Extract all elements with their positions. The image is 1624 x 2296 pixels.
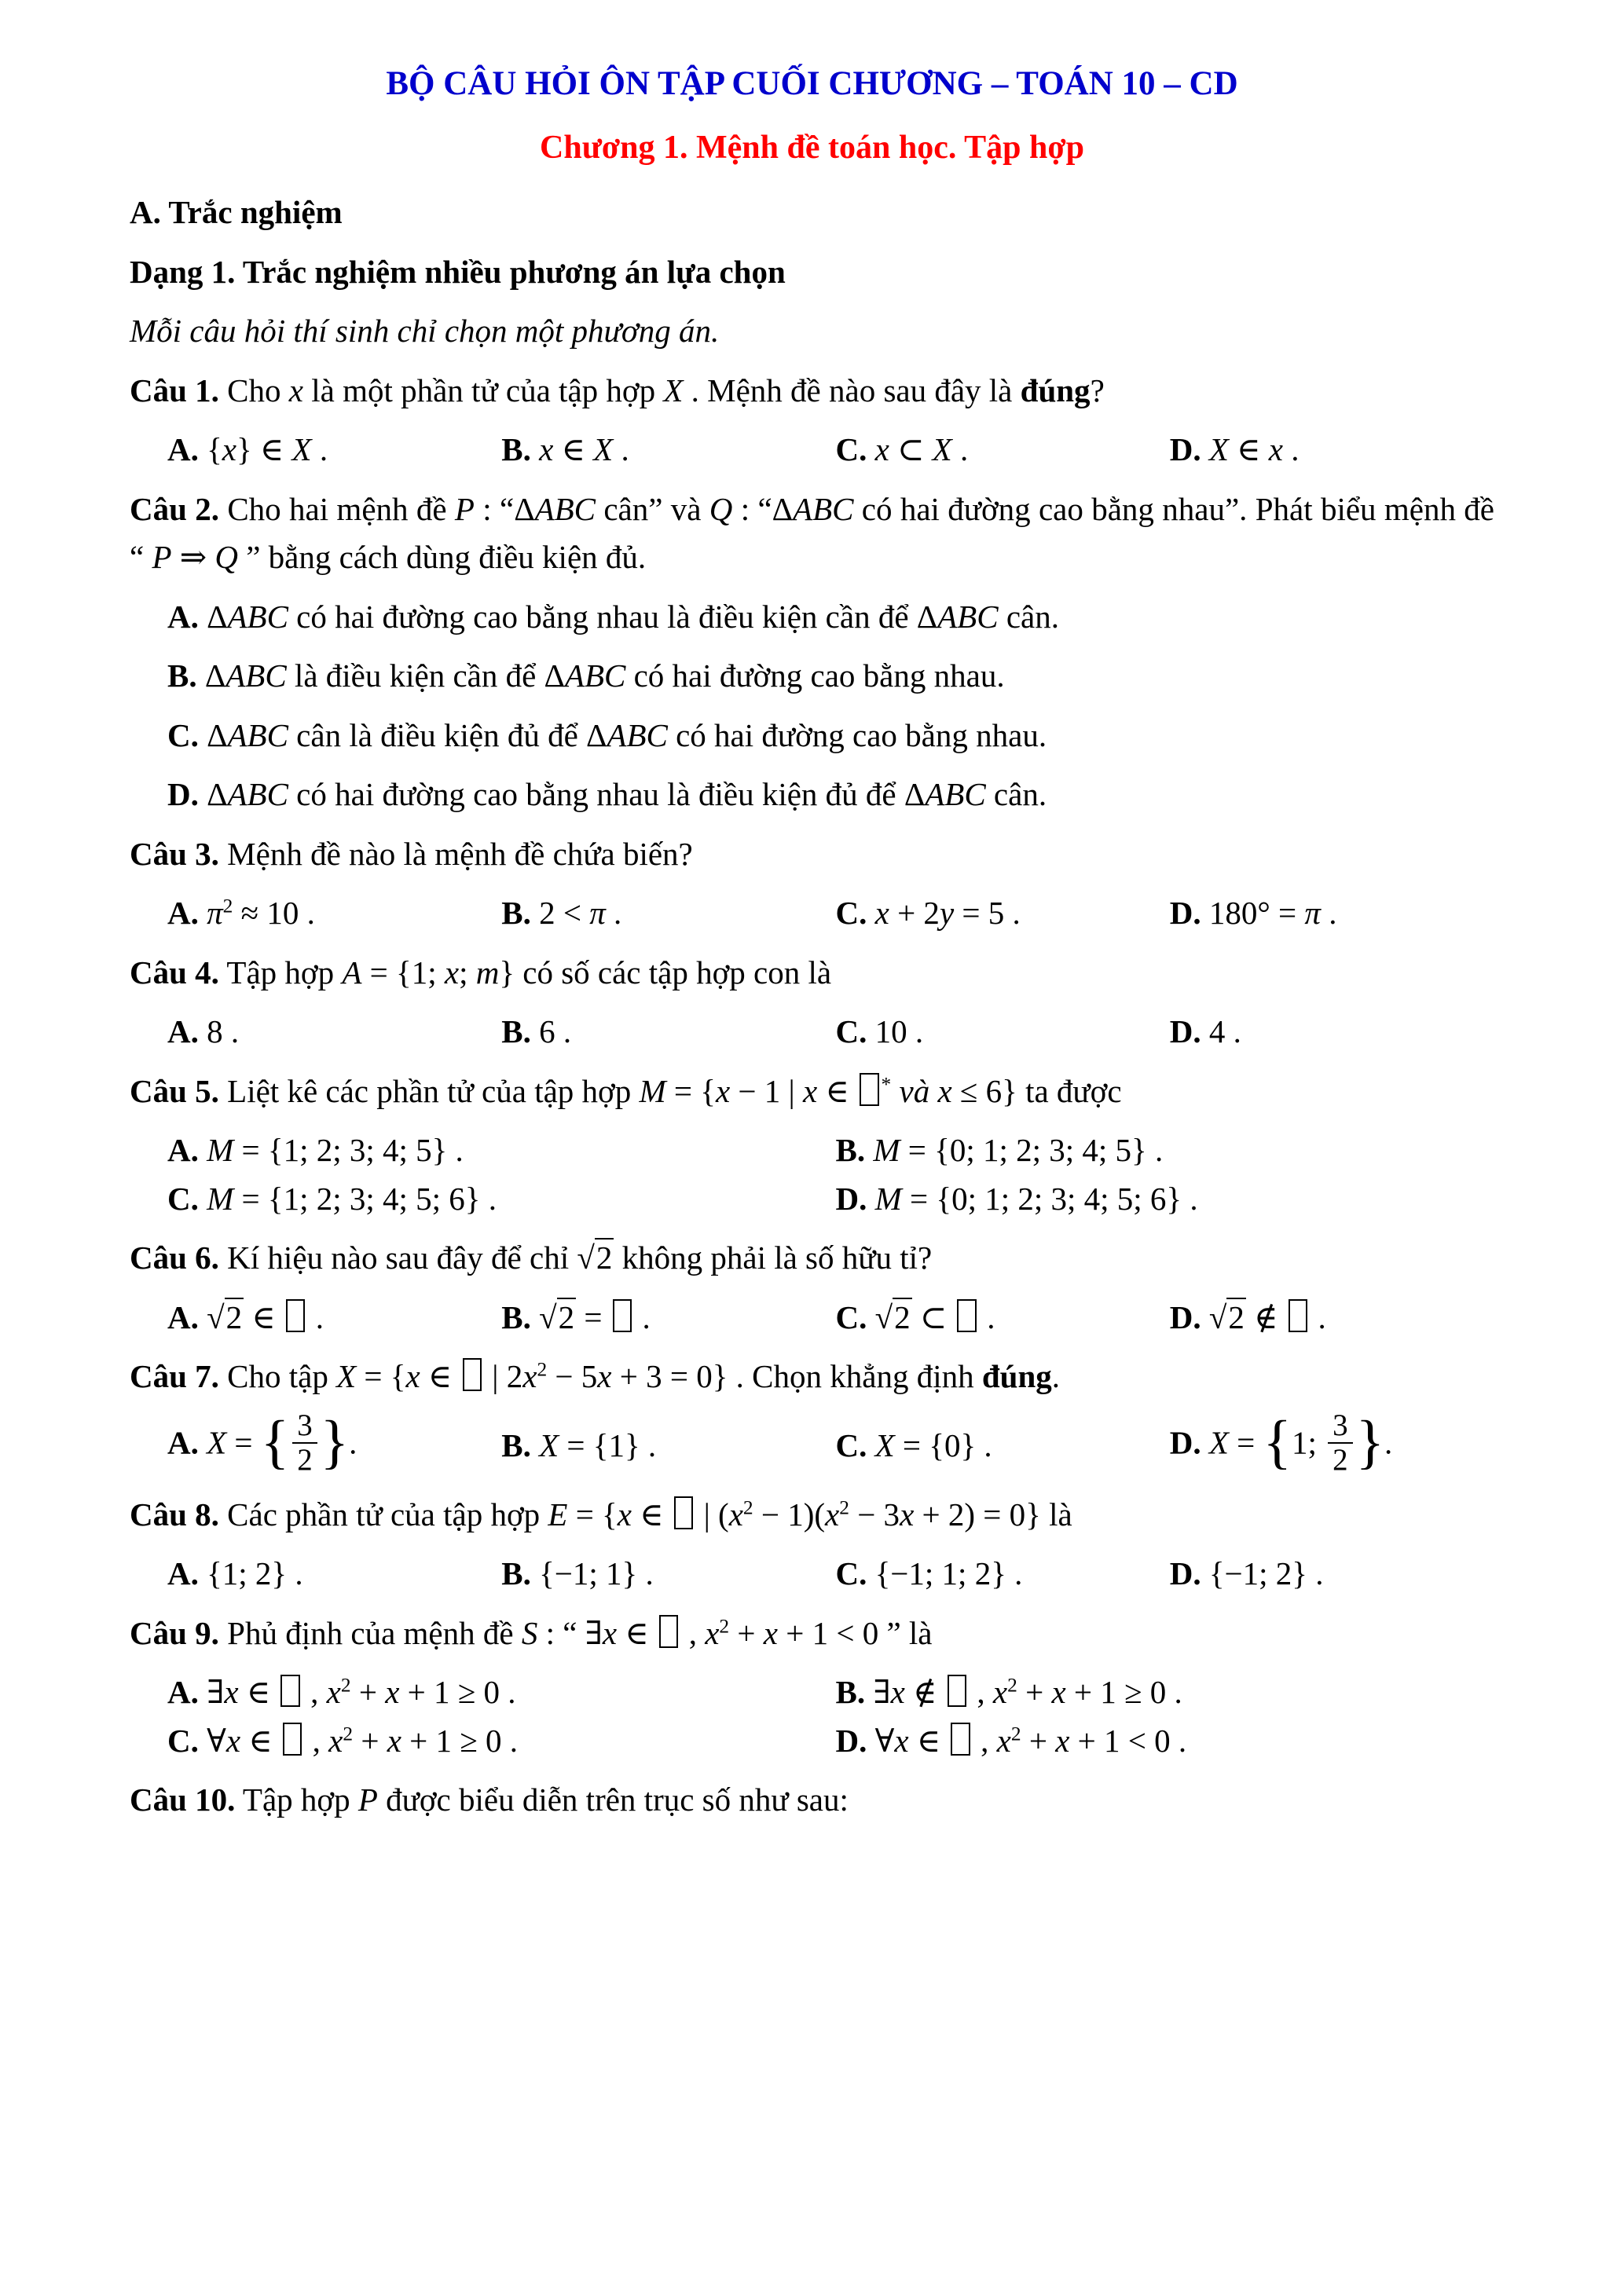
question-9-options <box>130 1668 1494 1765</box>
question-6-text: Câu 6. Kí hiệu nào sau đây để chỉ √2 không phải là số hữu tỉ? <box>130 1240 933 1276</box>
question-7-option-c: C. X = {0} . <box>835 1427 992 1464</box>
question-2-option-c: C. ΔABC cân là điều kiện đủ để ΔABC có hai đường cao bằng nhau. <box>167 716 1047 753</box>
question-6-option-b: B. √2 = . <box>501 1298 651 1335</box>
question-4-text: Câu 4. Tập hợp A = {1; x; m} có số các tập hợp con là <box>130 954 832 991</box>
question-8-option-b: B. {−1; 1} . <box>501 1555 654 1592</box>
question-7-options <box>130 1408 1494 1480</box>
question-5-option-c: C. M = {1; 2; 3; 4; 5; 6} . <box>167 1180 497 1217</box>
question-2-option-d: D. ΔABC có hai đường cao bằng nhau là điều kiện đủ để ΔABC cân. <box>167 776 1047 813</box>
question-1-text: Câu 1. Cho x là một phần tử của tập hợp X . Mệnh đề nào sau đây là đúng? <box>130 372 1105 408</box>
question-7-option-a: A. X = { $\frac{3}{2}$ }. <box>167 1408 357 1477</box>
question-5-options <box>130 1126 1494 1223</box>
question-5-option-a: A. M = {1; 2; 3; 4; 5} . <box>167 1132 464 1169</box>
questions-list <box>130 367 1494 1825</box>
question-8-option-c: C. {−1; 1; 2} . <box>835 1555 1023 1592</box>
question-7-option-d: D. X = {1; $\frac{3}{2}$ }. <box>1169 1408 1393 1477</box>
question-4-option-d: D. 4 . <box>1169 1013 1241 1050</box>
question-1-option-d: D. X ∈ x . <box>1169 431 1300 468</box>
question-6-options <box>130 1294 1494 1342</box>
document-title: BỘ CÂU HỎI ÔN TẬP CUỐI CHƯƠNG – TOÁN 10 – CD <box>386 65 1238 102</box>
question-2-option-b: B. ΔABC là điều kiện cần để ΔABC có hai đường cao bằng nhau. <box>167 657 1005 694</box>
question-8-text: Câu 8. Các phần tử của tập hợp E = {x ∈ | $(x^2 - 1)(x^2 - 3x + 2) = 0$} là <box>130 1496 1072 1532</box>
question-6-option-a: A. √2 ∈ . <box>167 1298 324 1335</box>
question-2-options <box>130 593 1494 819</box>
question-2-option-a: A. ΔABC có hai đường cao bằng nhau là điều kiện cần để ΔABC cân. <box>167 598 1059 635</box>
question-1-option-b: B. x ∈ X . <box>501 431 629 468</box>
question-5-option-d: D. M = {0; 1; 2; 3; 4; 5; 6} . <box>835 1180 1198 1217</box>
question-1-option-a: A. {x} ∈ X . <box>167 431 328 468</box>
dang-1-heading: Dạng 1. Trắc nghiệm nhiều phương án lựa chọn <box>130 253 786 290</box>
question-5-option-b: B. M = {0; 1; 2; 3; 4; 5} . <box>835 1132 1164 1169</box>
question-9-option-b: B. ∃x ∉ , $x^2 + x + 1 \ge 0$ . <box>835 1674 1182 1711</box>
question-10-text: Câu 10. Tập hợp P được biểu diễn trên trục số như sau: <box>130 1782 849 1818</box>
question-7-text: Câu 7. Cho tập X = {x ∈ | $2x^2 - 5x + 3 = 0$} . Chọn khẳng định đúng. <box>130 1358 1061 1395</box>
question-1-options <box>130 426 1494 474</box>
question-3-options <box>130 889 1494 938</box>
question-4-option-b: B. 6 . <box>501 1013 572 1050</box>
question-9-option-a: A. ∃x ∈ , $x^2 + x + 1 \ge 0$ . <box>167 1674 516 1711</box>
question-8-option-a: A. {1; 2} . <box>167 1555 303 1592</box>
question-4-options <box>130 1008 1494 1056</box>
question-3-text: Câu 3. Mệnh đề nào là mệnh đề chứa biến? <box>130 835 693 872</box>
chapter-subtitle: Chương 1. Mệnh đề toán học. Tập hợp <box>540 129 1084 166</box>
question-4-option-c: C. 10 . <box>835 1013 924 1050</box>
question-3-option-d: D. 180° = π . <box>1169 895 1337 932</box>
question-8-options <box>130 1550 1494 1598</box>
question-9-text: Câu 9. Phủ định của mệnh đề S : “ ∃x ∈ , $x^2 + x + 1 < 0$ ” là <box>130 1614 933 1651</box>
question-3-option-a: A. $\pi^2 \approx 10$ . <box>167 895 315 932</box>
question-2-text: Câu 2. Cho hai mệnh đề P : “ΔABC cân” và Q : “ΔABC có hai đường cao bằng nhau”. Phát biểu mệnh đề “ P ⇒ Q ” bằng cách dùng điều kiện đủ. <box>130 490 1494 576</box>
question-8-option-d: D. {−1; 2} . <box>1169 1555 1324 1592</box>
question-6-option-d: D. √2 ∉ . <box>1169 1298 1326 1335</box>
question-3-option-c: C. x + 2y = 5 . <box>835 895 1021 932</box>
question-9-option-c: C. ∀x ∈ , $x^2 + x + 1 \ge 0$ . <box>167 1722 519 1759</box>
question-5-text: Câu 5. Liệt kê các phần tử của tập hợp M = {x − 1 | x ∈ * và x ≤ 6} ta được <box>130 1072 1122 1109</box>
section-a-heading: A. Trắc nghiệm <box>130 194 343 231</box>
instruction-note: Mỗi câu hỏi thí sinh chỉ chọn một phương án. <box>130 313 720 350</box>
question-1-option-c: C. x ⊂ X . <box>835 431 969 468</box>
question-6-option-c: C. √2 ⊂ . <box>835 1298 995 1335</box>
question-9-option-d: D. ∀x ∈ , $x^2 + x + 1 < 0$ . <box>835 1722 1187 1759</box>
question-7-option-b: B. X = {1} . <box>501 1427 657 1464</box>
question-4-option-a: A. 8 . <box>167 1013 240 1050</box>
question-3-option-b: B. 2 < π . <box>501 895 622 932</box>
